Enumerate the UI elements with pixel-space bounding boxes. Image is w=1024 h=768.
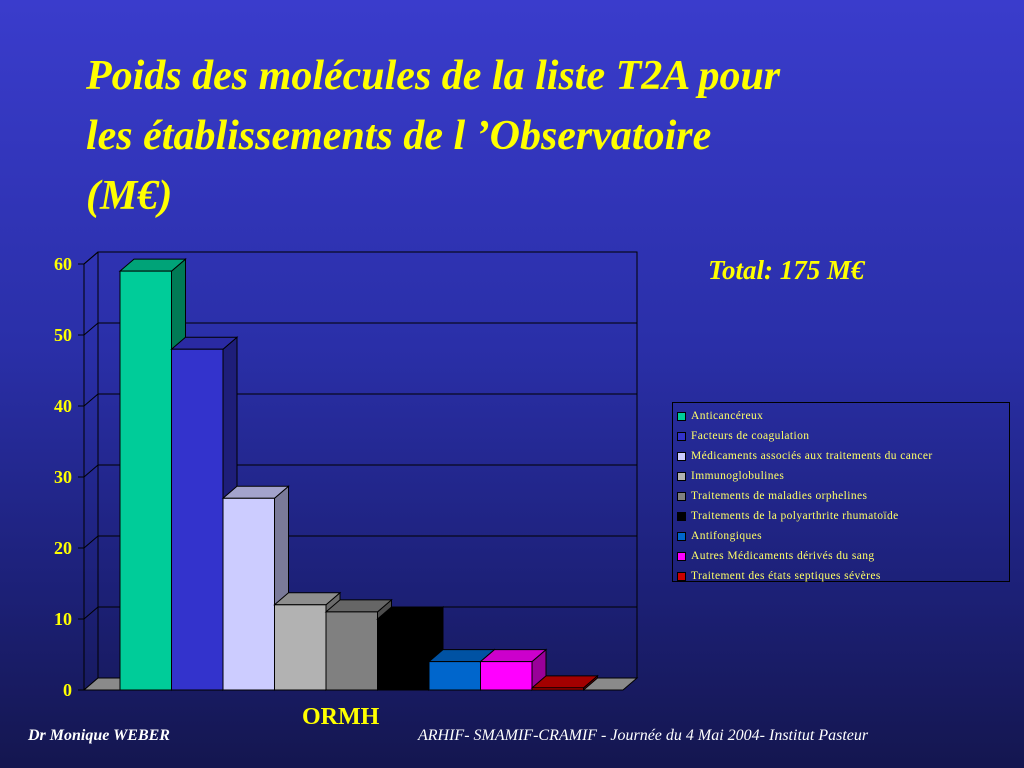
bar — [275, 605, 327, 690]
legend-item — [677, 446, 1009, 466]
legend-label: Autres Médicaments dérivés du sang — [691, 550, 875, 562]
footer-author: Dr Monique WEBER — [28, 727, 170, 744]
title-line: Poids des molécules de la liste T2A pour — [86, 53, 781, 99]
y-tick-label: 50 — [54, 325, 72, 345]
gridline-side — [84, 607, 98, 619]
total-label: Total: 175 M€ — [708, 255, 865, 285]
legend-item — [677, 566, 1009, 586]
side-wall-top — [84, 252, 98, 264]
legend-swatch — [677, 552, 686, 561]
legend-label: Traitement des états septiques sévères — [691, 570, 881, 582]
bar — [223, 498, 275, 690]
legend-item — [677, 506, 1009, 526]
footer-event: ARHIF- SMAMIF-CRAMIF - Journée du 4 Mai 2004- Institut Pasteur — [418, 727, 869, 744]
y-tick-label: 30 — [54, 467, 72, 487]
x-category-label: ORMH — [302, 704, 380, 730]
legend-item — [677, 426, 1009, 446]
legend-swatch — [677, 432, 686, 441]
y-tick-label: 20 — [54, 538, 72, 558]
bar — [326, 612, 378, 690]
legend-swatch — [677, 492, 686, 501]
legend-label: Anticancéreux — [691, 410, 764, 422]
chart-legend — [672, 402, 1010, 582]
title-line: (M€) — [86, 173, 173, 219]
bar — [378, 619, 430, 690]
legend-swatch — [677, 512, 686, 521]
legend-label: Traitements de la polyarthrite rhumatoïde — [691, 510, 899, 522]
legend-label: Antifongiques — [691, 530, 762, 542]
legend-label: Traitements de maladies orphelines — [691, 490, 868, 502]
legend-swatch — [677, 412, 686, 421]
y-tick-label: 0 — [63, 680, 72, 700]
gridline-side — [84, 323, 98, 335]
legend-swatch — [677, 532, 686, 541]
bar — [120, 271, 172, 690]
legend-label: Immunoglobulines — [691, 470, 785, 482]
legend-item — [677, 526, 1009, 546]
y-tick-label: 60 — [54, 254, 72, 274]
legend-item — [677, 406, 1009, 426]
legend-label: Médicaments associés aux traitements du cancer — [691, 450, 933, 462]
bar — [481, 662, 533, 690]
legend-swatch — [677, 572, 686, 581]
y-tick-label: 10 — [54, 609, 72, 629]
bar — [172, 349, 224, 690]
legend-item — [677, 466, 1009, 486]
bar — [429, 662, 481, 690]
gridline-side — [84, 394, 98, 406]
legend-label: Facteurs de coagulation — [691, 430, 810, 442]
y-tick-label: 40 — [54, 396, 72, 416]
legend-item — [677, 546, 1009, 566]
legend-swatch — [677, 452, 686, 461]
gridline-side — [84, 536, 98, 548]
bar — [532, 688, 584, 690]
gridline-side — [84, 465, 98, 477]
legend-swatch — [677, 472, 686, 481]
legend-item — [677, 486, 1009, 506]
title-line: les établissements de l ’Observatoire — [86, 113, 712, 159]
